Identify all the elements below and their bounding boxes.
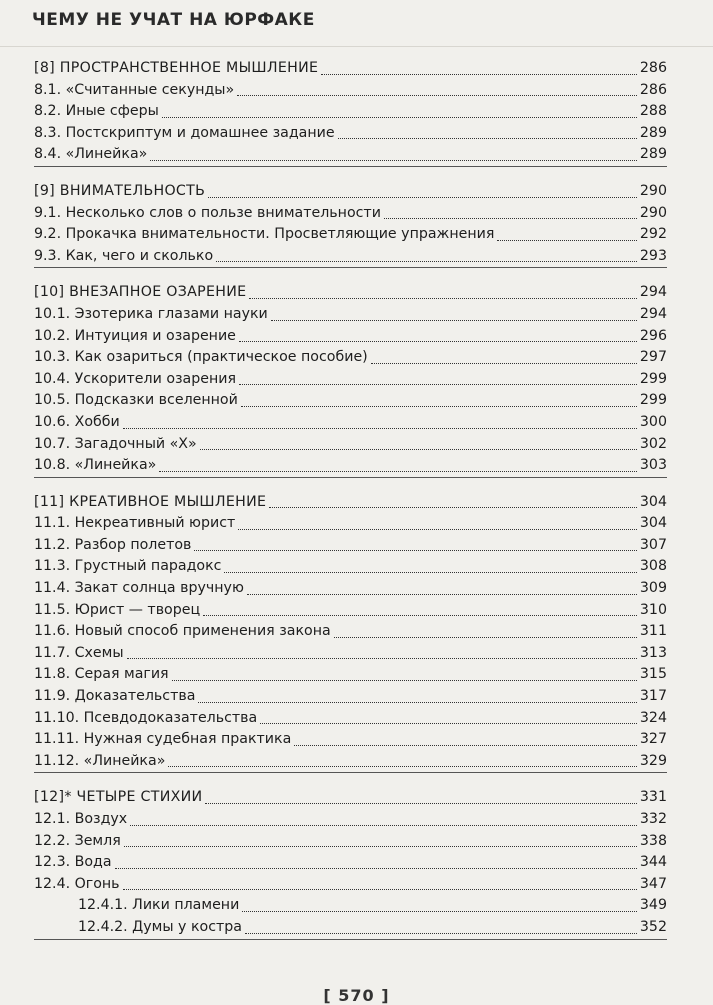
dot-leader — [294, 745, 637, 746]
toc-entry-page: 338 — [639, 832, 667, 849]
dot-leader — [242, 911, 637, 912]
toc-entry[interactable] — [34, 809, 667, 831]
toc-entry-page: 294 — [639, 305, 667, 322]
toc-section — [34, 282, 667, 477]
toc-entry-title: 10.8. «Линейка» — [34, 457, 157, 474]
dot-leader — [115, 868, 637, 869]
toc-chapter-entry[interactable] — [34, 58, 667, 80]
toc-entry[interactable] — [34, 144, 667, 166]
toc-entry-page: 300 — [639, 413, 667, 430]
toc-entry-page: 344 — [639, 854, 667, 871]
toc-entry-page: 290 — [639, 182, 667, 199]
dot-leader — [241, 406, 637, 407]
page-number: [ 570 ] — [323, 986, 390, 1005]
toc-entry[interactable] — [34, 664, 667, 686]
dot-leader — [497, 240, 637, 241]
dot-leader — [237, 95, 637, 96]
toc-chapter-entry[interactable] — [34, 787, 667, 809]
dot-leader — [260, 723, 637, 724]
toc-entry-page: 310 — [639, 601, 667, 618]
toc-entry-title: 11.9. Доказательства — [34, 688, 196, 705]
toc-entry-title: 11.7. Схемы — [34, 644, 124, 661]
toc-entry-title: 8.2. Иные сферы — [34, 103, 159, 120]
toc-entry-title: [11] КРЕАТИВНОЕ МЫШЛЕНИЕ — [34, 493, 267, 510]
toc-entry-page: 286 — [639, 81, 667, 98]
toc-entry-page: 329 — [639, 752, 667, 769]
toc-entry[interactable] — [34, 852, 667, 874]
toc-entry-page: 290 — [639, 204, 667, 221]
toc-entry-page: 296 — [639, 327, 667, 344]
toc-entry-title: 11.3. Грустный парадокс — [34, 558, 222, 575]
toc-entry[interactable] — [34, 513, 667, 535]
dot-leader — [384, 218, 637, 219]
dot-leader — [371, 363, 637, 364]
toc-entry-title: 9.1. Несколько слов о пользе внимательности — [34, 204, 381, 221]
dot-leader — [208, 197, 637, 198]
toc-entry-title: 12.4.1. Лики пламени — [78, 897, 240, 914]
toc-entry-title: 12.4.2. Думы у костра — [78, 918, 242, 935]
dot-leader — [245, 933, 637, 934]
toc-entry-title: 10.3. Как озариться (практическое пособие) — [34, 349, 368, 366]
toc-entry-page: 327 — [639, 731, 667, 748]
dot-leader — [162, 117, 637, 118]
toc-entry-title: 10.4. Ускорители озарения — [34, 370, 237, 387]
toc-entry[interactable] — [34, 643, 667, 665]
toc-section — [34, 492, 667, 774]
toc-entry-page: 349 — [639, 897, 667, 914]
toc-entry[interactable] — [34, 304, 667, 326]
toc-entry-page: 294 — [639, 284, 667, 301]
dot-leader — [198, 702, 636, 703]
toc-entry-page: 289 — [639, 146, 667, 163]
header-rule — [0, 46, 713, 47]
toc-entry-page: 315 — [639, 666, 667, 683]
dot-leader — [172, 680, 637, 681]
toc-entry-title: 11.4. Закат солнца вручную — [34, 580, 244, 597]
toc-entry-page: 352 — [639, 918, 667, 935]
toc-entry-page: 299 — [639, 370, 667, 387]
toc-entry-title: 12.2. Земля — [34, 832, 121, 849]
toc-entry[interactable] — [34, 686, 667, 708]
toc-entry-page: 289 — [639, 124, 667, 141]
dot-leader — [203, 615, 637, 616]
toc-chapter-entry[interactable] — [34, 282, 667, 304]
dot-leader — [127, 658, 637, 659]
toc-entry-title: 12.4. Огонь — [34, 875, 120, 892]
toc-entry-title: 10.5. Подсказки вселенной — [34, 392, 238, 409]
toc-entry-page: 288 — [639, 103, 667, 120]
toc-entry-page: 286 — [639, 60, 667, 76]
toc-entry-page: 299 — [639, 392, 667, 409]
toc-entry-title: [8] ПРОСТРАНСТВЕННОЕ МЫШЛЕНИЕ — [34, 60, 319, 76]
running-head: ЧЕМУ НЕ УЧАТ НА ЮРФАКЕ — [32, 10, 315, 30]
toc-entry[interactable] — [34, 246, 667, 268]
dot-leader — [168, 766, 637, 767]
toc-entry[interactable] — [34, 101, 667, 123]
toc-entry-title: 9.3. Как, чего и сколько — [34, 247, 214, 264]
dot-leader — [334, 637, 637, 638]
dot-leader — [249, 298, 636, 299]
toc-entry-page: 307 — [639, 536, 667, 553]
dot-leader — [130, 825, 637, 826]
toc-entry-title: 11.5. Юрист — творец — [34, 601, 201, 618]
toc-entry[interactable] — [34, 535, 667, 557]
toc-entry-page: 304 — [639, 493, 667, 510]
dot-leader — [123, 428, 637, 429]
toc-entry[interactable] — [34, 434, 667, 456]
dot-leader — [124, 846, 637, 847]
dot-leader — [239, 341, 637, 342]
dot-leader — [150, 160, 637, 161]
toc-entry-page: 302 — [639, 435, 667, 452]
toc-entry-title: 11.1. Некреативный юрист — [34, 515, 236, 532]
toc-entry-title: 12.1. Воздух — [34, 811, 128, 827]
toc-entry[interactable] — [34, 831, 667, 853]
toc-entry-page: 332 — [639, 811, 667, 827]
dot-leader — [194, 550, 636, 551]
toc-entry-page: 308 — [639, 558, 667, 575]
dot-leader — [123, 889, 637, 890]
dot-leader — [238, 529, 637, 530]
toc-entry[interactable] — [34, 224, 667, 246]
toc-entry-page: 311 — [639, 623, 667, 640]
toc-entry[interactable] — [34, 80, 667, 102]
toc-entry-page: 293 — [639, 247, 667, 264]
toc-entry-page: 297 — [639, 349, 667, 366]
dot-leader — [269, 507, 637, 508]
toc-entry-title: 11.6. Новый способ применения закона — [34, 623, 331, 640]
dot-leader — [247, 594, 637, 595]
toc-entry[interactable] — [34, 621, 667, 643]
toc-entry[interactable] — [34, 326, 667, 348]
toc-entry-title: 11.12. «Линейка» — [34, 752, 166, 769]
toc-entry[interactable] — [34, 895, 667, 917]
toc-entry-page: 347 — [639, 875, 667, 892]
toc-entry-title: 8.1. «Считанные секунды» — [34, 81, 235, 98]
dot-leader — [205, 803, 636, 804]
toc-entry[interactable] — [34, 729, 667, 751]
toc-entry-page: 331 — [639, 789, 667, 806]
toc-entry[interactable] — [34, 203, 667, 225]
toc-entry-page: 324 — [639, 709, 667, 726]
toc-entry-page: 309 — [639, 580, 667, 597]
toc-section — [34, 787, 667, 939]
toc-entry-title: 10.2. Интуиция и озарение — [34, 327, 236, 344]
table-of-contents — [34, 58, 667, 954]
toc-chapter-entry[interactable] — [34, 181, 667, 203]
toc-entry-page: 313 — [639, 644, 667, 661]
toc-entry[interactable] — [34, 369, 667, 391]
dot-leader — [159, 471, 637, 472]
toc-entry-page: 303 — [639, 457, 667, 474]
toc-entry-title: 11.8. Серая магия — [34, 666, 169, 683]
toc-entry[interactable] — [34, 751, 667, 773]
toc-entry-title: 8.3. Постскриптум и домашнее задание — [34, 124, 335, 141]
toc-entry[interactable] — [34, 455, 667, 477]
toc-entry-page: 304 — [639, 515, 667, 532]
toc-entry[interactable] — [34, 708, 667, 730]
dot-leader — [224, 572, 636, 573]
toc-entry[interactable] — [34, 347, 667, 369]
toc-entry[interactable] — [34, 874, 667, 896]
toc-entry[interactable] — [34, 600, 667, 622]
toc-entry-title: 9.2. Прокачка внимательности. Просветляющие упражнения — [34, 226, 495, 243]
dot-leader — [321, 74, 637, 75]
toc-section — [34, 181, 667, 268]
toc-section — [34, 58, 667, 167]
toc-entry-title: [10] ВНЕЗАПНОЕ ОЗАРЕНИЕ — [34, 284, 247, 301]
toc-entry-title: 11.2. Разбор полетов — [34, 536, 192, 553]
toc-entry-page: 317 — [639, 688, 667, 705]
dot-leader — [271, 320, 637, 321]
toc-entry[interactable] — [34, 123, 667, 145]
dot-leader — [239, 384, 637, 385]
toc-entry-page: 292 — [639, 226, 667, 243]
toc-entry-title: [9] ВНИМАТЕЛЬНОСТЬ — [34, 182, 206, 199]
toc-entry-title: 10.7. Загадочный «Х» — [34, 435, 197, 452]
toc-entry-title: [12]* ЧЕТЫРЕ СТИХИИ — [34, 789, 203, 806]
toc-entry[interactable] — [34, 412, 667, 434]
toc-entry-title: 10.6. Хобби — [34, 413, 120, 430]
toc-entry[interactable] — [34, 556, 667, 578]
toc-entry-title: 12.3. Вода — [34, 854, 112, 871]
toc-entry[interactable] — [34, 917, 667, 939]
dot-leader — [216, 261, 637, 262]
dot-leader — [200, 449, 637, 450]
toc-entry-title: 8.4. «Линейка» — [34, 146, 148, 163]
toc-entry-title: 10.1. Эзотерика глазами науки — [34, 305, 268, 322]
toc-entry[interactable] — [34, 578, 667, 600]
toc-entry-title: 11.10. Псевдодоказательства — [34, 709, 258, 726]
toc-chapter-entry[interactable] — [34, 492, 667, 514]
toc-entry-title: 11.11. Нужная судебная практика — [34, 731, 292, 748]
toc-entry[interactable] — [34, 390, 667, 412]
dot-leader — [338, 138, 637, 139]
